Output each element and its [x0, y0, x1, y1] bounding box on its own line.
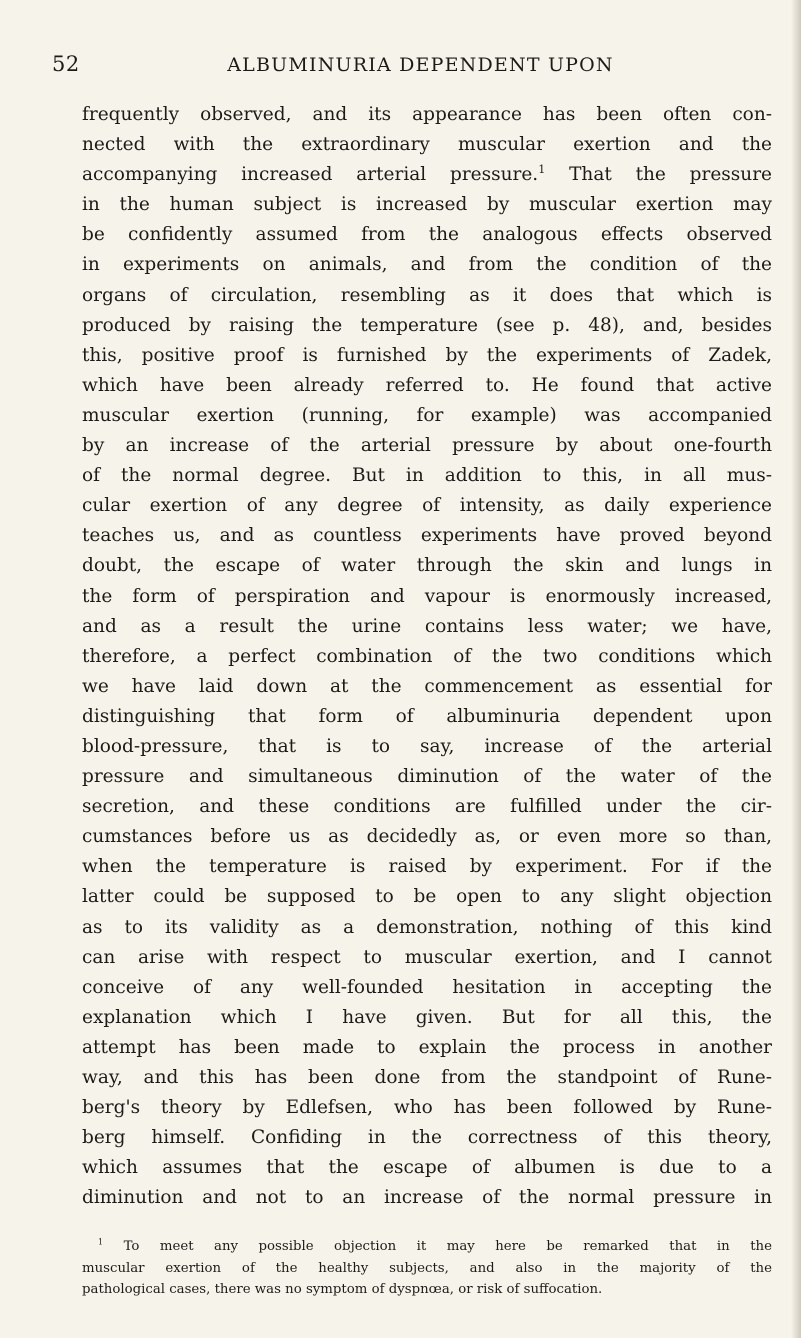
text-line: doubt, the escape of water through the skin and lungs in [82, 555, 772, 577]
text-line: of the normal degree. But in addition to this, in all mus- [82, 465, 772, 487]
footnote [82, 1236, 772, 1301]
text-segment: That the pressure [569, 164, 772, 186]
text-line: be confidently assumed from the analogous effects observed [82, 224, 772, 246]
text-line: diminution and not to an increase of the normal pressure in [82, 1187, 772, 1209]
text-line: explanation which I have given. But for all this, the [82, 1006, 772, 1028]
text-line: teaches us, and as countless experiments have proved beyond [82, 525, 772, 547]
footnote-marker: 1 [98, 1237, 104, 1247]
text-line: which assumes that the escape of albumen is due to a [82, 1157, 772, 1179]
text-line: nected with the extraordinary muscular exertion and the [82, 134, 772, 156]
text-line: organs of circulation, resembling as it does that which is [82, 284, 772, 306]
footnote-line [82, 1236, 772, 1258]
text-line: we have laid down at the commencement as essential for [82, 675, 772, 697]
text-line: which have been already referred to. He found that active [82, 374, 772, 396]
body-text [82, 100, 772, 1213]
text-line: therefore, a perfect combination of the two conditions which [82, 645, 772, 667]
text-line: cular exertion of any degree of intensity, as daily experience [82, 495, 772, 517]
running-head: ALBUMINURIA DEPENDENT UPON [227, 54, 614, 76]
text-line: secretion, and these conditions are fulfilled under the cir- [82, 796, 772, 818]
text-line: cumstances before us as decidedly as, or even more so than, [82, 826, 772, 848]
text-line: attempt has been made to explain the process in another [82, 1036, 772, 1058]
text-line: latter could be supposed to be open to any slight objection [82, 886, 772, 908]
text-line: berg's theory by Edlefsen, who has been followed by Rune- [82, 1097, 772, 1119]
text-line: when the temperature is raised by experiment. For if the [82, 856, 772, 878]
text-line: produced by raising the temperature (see p. 48), and, besides [82, 314, 772, 336]
footnote-line: muscular exertion of the healthy subjects, and also in the majority of the [82, 1260, 772, 1276]
text-line: way, and this has been done from the standpoint of Rune- [82, 1067, 772, 1088]
text-line: by an increase of the arterial pressure by about one-fourth [82, 435, 772, 457]
footnote-reference: 1 [538, 163, 546, 177]
text-line: distinguishing that form of albuminuria dependent upon [82, 705, 772, 727]
text-line: the form of perspiration and vapour is enormously increased, [82, 585, 772, 607]
text-line: this, positive proof is furnished by the experiments of Zadek, [82, 344, 772, 366]
text-line: as to its validity as a demonstration, nothing of this kind [82, 916, 772, 938]
text-line: and as a result the urine contains less water; we have, [82, 615, 772, 637]
text-line: berg himself. Confiding in the correctness of this theory, [82, 1127, 772, 1149]
text-line: in experiments on animals, and from the condition of the [82, 254, 772, 276]
page-edge-shadow [791, 0, 801, 1338]
footnote-text: To meet any possible objection it may here be remarked that in the [123, 1239, 772, 1254]
text-line: frequently observed, and its appearance has been often con- [82, 104, 772, 125]
text-line: muscular exertion (running, for example) was accompanied [82, 404, 772, 426]
text-line-with-footnote-ref [82, 160, 772, 190]
text-line: pressure and simultaneous diminution of the water of the [82, 766, 772, 788]
text-line: can arise with respect to muscular exertion, and I cannot [82, 946, 772, 968]
text-segment: accompanying increased arterial pressure. [82, 164, 539, 186]
page-number: 52 [52, 52, 80, 76]
text-line: conceive of any well-founded hesitation in accepting the [82, 976, 772, 998]
text-line: blood-pressure, that is to say, increase of the arterial [82, 735, 772, 757]
footnote-line: pathological cases, there was no symptom of dyspnœa, or risk of suffocation. [82, 1282, 603, 1297]
text-line: in the human subject is increased by muscular exertion may [82, 194, 772, 216]
